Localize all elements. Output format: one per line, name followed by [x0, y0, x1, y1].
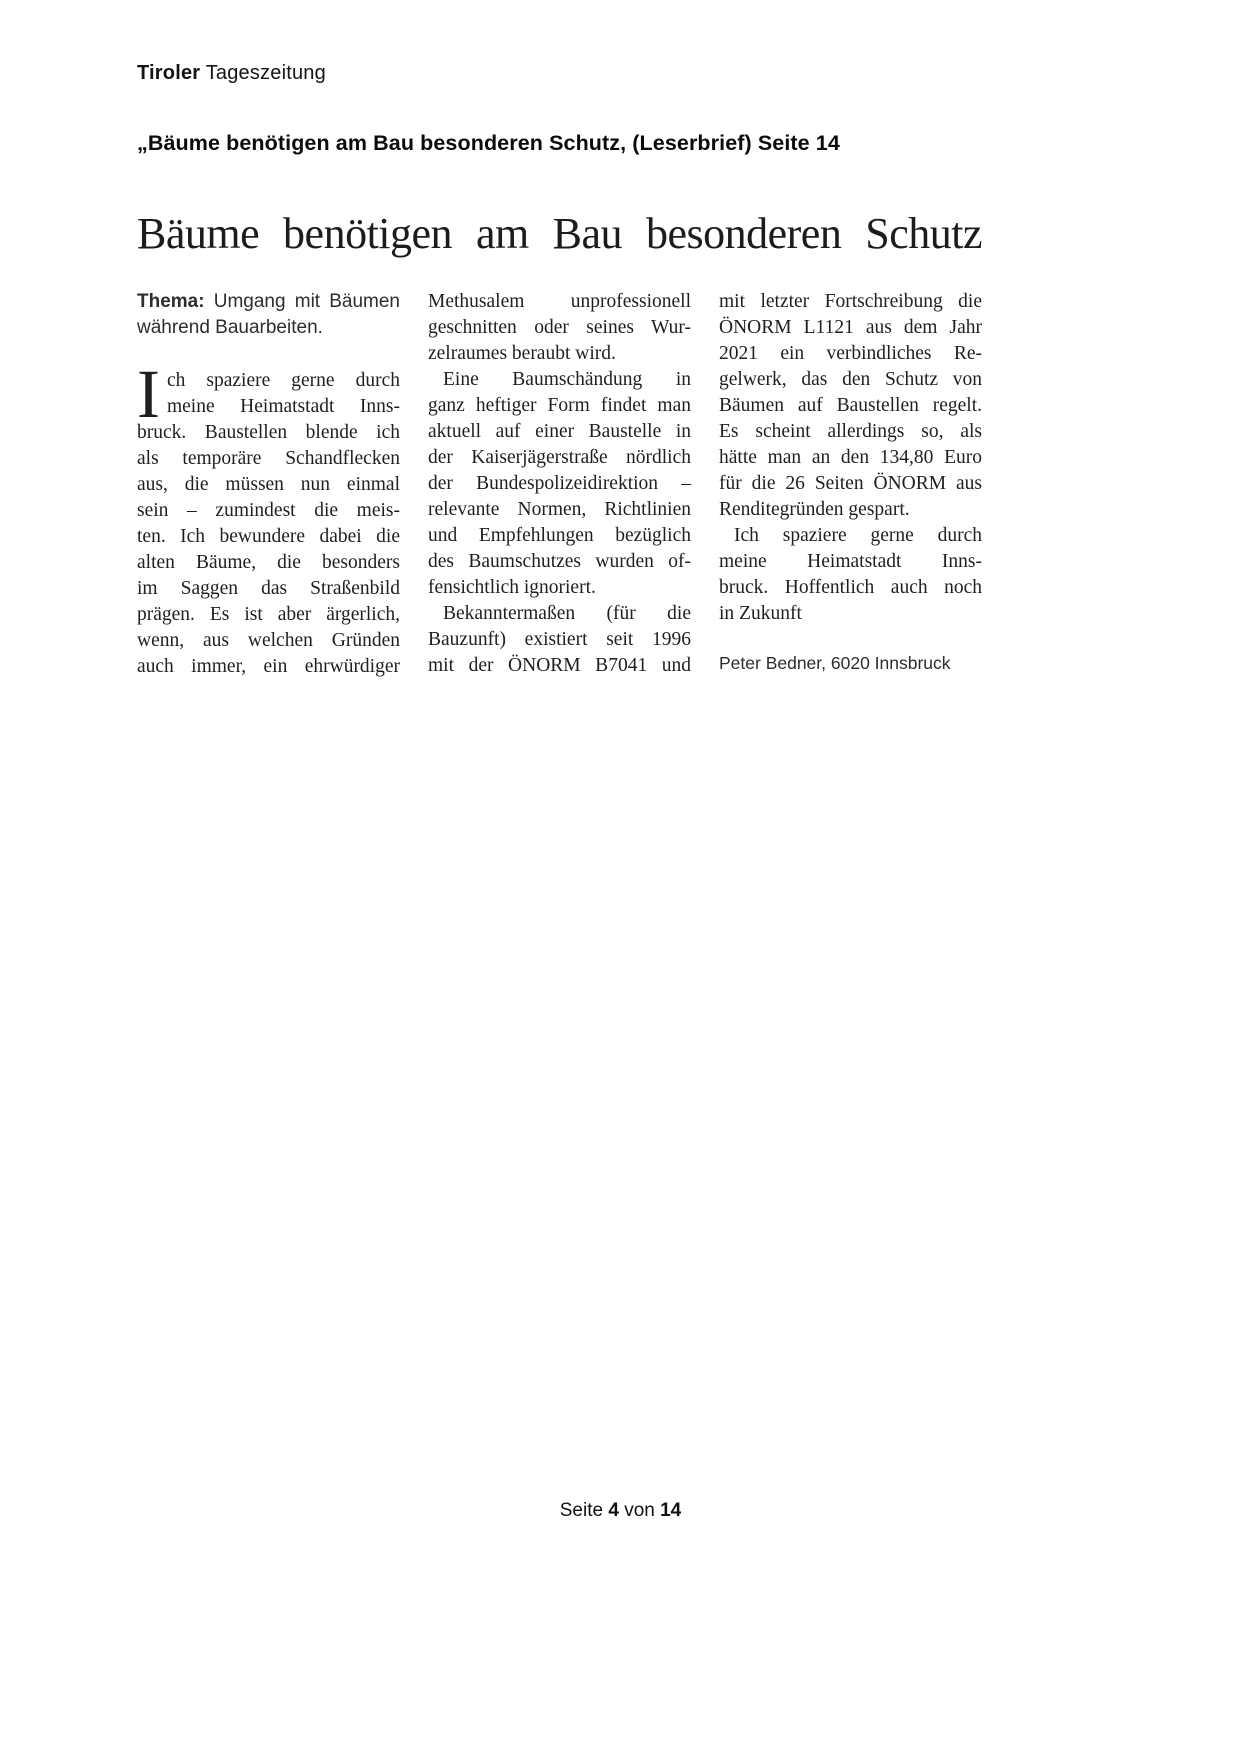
- text-line: als temporäre Schandflecken: [137, 448, 400, 469]
- lede-line-1: [137, 289, 400, 315]
- text-line: Bauzunft) existiert seit 1996: [428, 629, 691, 650]
- text-line: zelraumes beraubt wird.: [428, 343, 616, 364]
- masthead: [137, 62, 326, 85]
- text-line: alten Bäume, die besonders: [137, 552, 400, 573]
- text-line: ten. Ich bewundere dabei die: [137, 526, 400, 547]
- text-line: relevante Normen, Richtlinien: [428, 499, 691, 520]
- lede-label: Thema:: [137, 291, 205, 312]
- text-line: ganz heftiger Form findet man: [428, 395, 691, 416]
- text-line: der Kaiserjägerstraße nördlich: [428, 447, 691, 468]
- clipping-listing-title: „Bäume benötigen am Bau besonderen Schutz, (Leserbrief) Seite 14: [137, 131, 840, 155]
- footer-total-pages: 14: [660, 1500, 682, 1521]
- article-paragraph: [428, 601, 691, 679]
- article-column-1: [137, 289, 400, 680]
- article-column-3: [719, 289, 982, 680]
- lede-text: Umgang mit Bäumen: [213, 291, 400, 312]
- article-clipping: [137, 208, 982, 680]
- footer-label-of: von: [624, 1500, 655, 1521]
- article-paragraph: [428, 289, 691, 367]
- text-line: sein – zumindest die meis-: [137, 500, 400, 521]
- text-line: für die 26 Seiten ÖNORM aus: [719, 473, 982, 494]
- article-byline: Peter Bedner, 6020 Innsbruck: [719, 653, 951, 673]
- page-footer: [0, 1500, 1241, 1522]
- text-line: aus, die müssen nun einmal: [137, 474, 400, 495]
- masthead-brand-bold: Tiroler: [137, 62, 201, 84]
- text-line: aktuell auf einer Baustelle in: [428, 421, 691, 442]
- text-line: des Baumschutzes wurden of-: [428, 551, 691, 572]
- text-line: und Empfehlungen bezüglich: [428, 525, 691, 546]
- article-lede: [137, 289, 400, 341]
- text-line: geschnitten oder seines Wur-: [428, 317, 691, 338]
- text-line: mit der ÖNORM B7041 und: [428, 655, 691, 676]
- text-line: der Bundespolizeidirektion –: [428, 473, 691, 494]
- article-body-column-3: [719, 289, 982, 627]
- article-paragraph: [137, 356, 400, 680]
- text-line: Bekanntermaßen (für die: [443, 603, 691, 624]
- text-line: Es scheint allerdings so, als: [719, 421, 982, 442]
- text-line: in Zukunft: [719, 603, 802, 624]
- text-line: bruck. Hoffentlich auch noch: [719, 577, 982, 598]
- text-line: mit letzter Fortschreibung die: [719, 291, 982, 312]
- text-line: bruck. Baustellen blende ich: [137, 422, 400, 443]
- article-body-column-1: [137, 356, 400, 680]
- text-line: fensichtlich ignoriert.: [428, 577, 596, 598]
- drop-cap: I: [137, 356, 160, 432]
- article-paragraph: [428, 367, 691, 601]
- article-column-2: [428, 289, 691, 680]
- text-line: gelwerk, das den Schutz von: [719, 369, 982, 390]
- text-line: ÖNORM L1121 aus dem Jahr: [719, 317, 982, 338]
- article-columns: [137, 289, 982, 680]
- text-line: Ich spaziere gerne durch: [734, 525, 982, 546]
- text-line: auch immer, ein ehrwürdiger: [137, 656, 400, 677]
- masthead-brand-regular: Tageszeitung: [205, 62, 326, 84]
- text-line: 2021 ein verbindliches Re-: [719, 343, 982, 364]
- article-paragraph: [719, 289, 982, 523]
- text-line: Eine Baumschändung in: [443, 369, 691, 390]
- footer-page-number: 4: [608, 1500, 619, 1521]
- article-headline: Bäume benötigen am Bau besonderen Schutz: [137, 209, 982, 258]
- text-line: hätte man an den 134,80 Euro: [719, 447, 982, 468]
- article-body-column-2: [428, 289, 691, 679]
- text-line: meine Heimatstadt Inns-: [719, 551, 982, 572]
- lede-line-2: während Bauarbeiten.: [137, 317, 323, 338]
- text-line: wenn, aus welchen Gründen: [137, 630, 400, 651]
- text-line: Methusalem unprofessionell: [428, 291, 691, 312]
- footer-label-page: Seite: [559, 1500, 604, 1521]
- article-paragraph: [719, 523, 982, 627]
- text-line: prägen. Es ist aber ärgerlich,: [137, 604, 400, 625]
- text-line: im Saggen das Straßenbild: [137, 578, 400, 599]
- text-line: Renditegründen gespart.: [719, 499, 910, 520]
- text-line: ch spaziere gerne durch: [166, 370, 400, 391]
- text-line: meine Heimatstadt Inns-: [166, 396, 400, 417]
- text-line: Bäumen auf Baustellen regelt.: [719, 395, 982, 416]
